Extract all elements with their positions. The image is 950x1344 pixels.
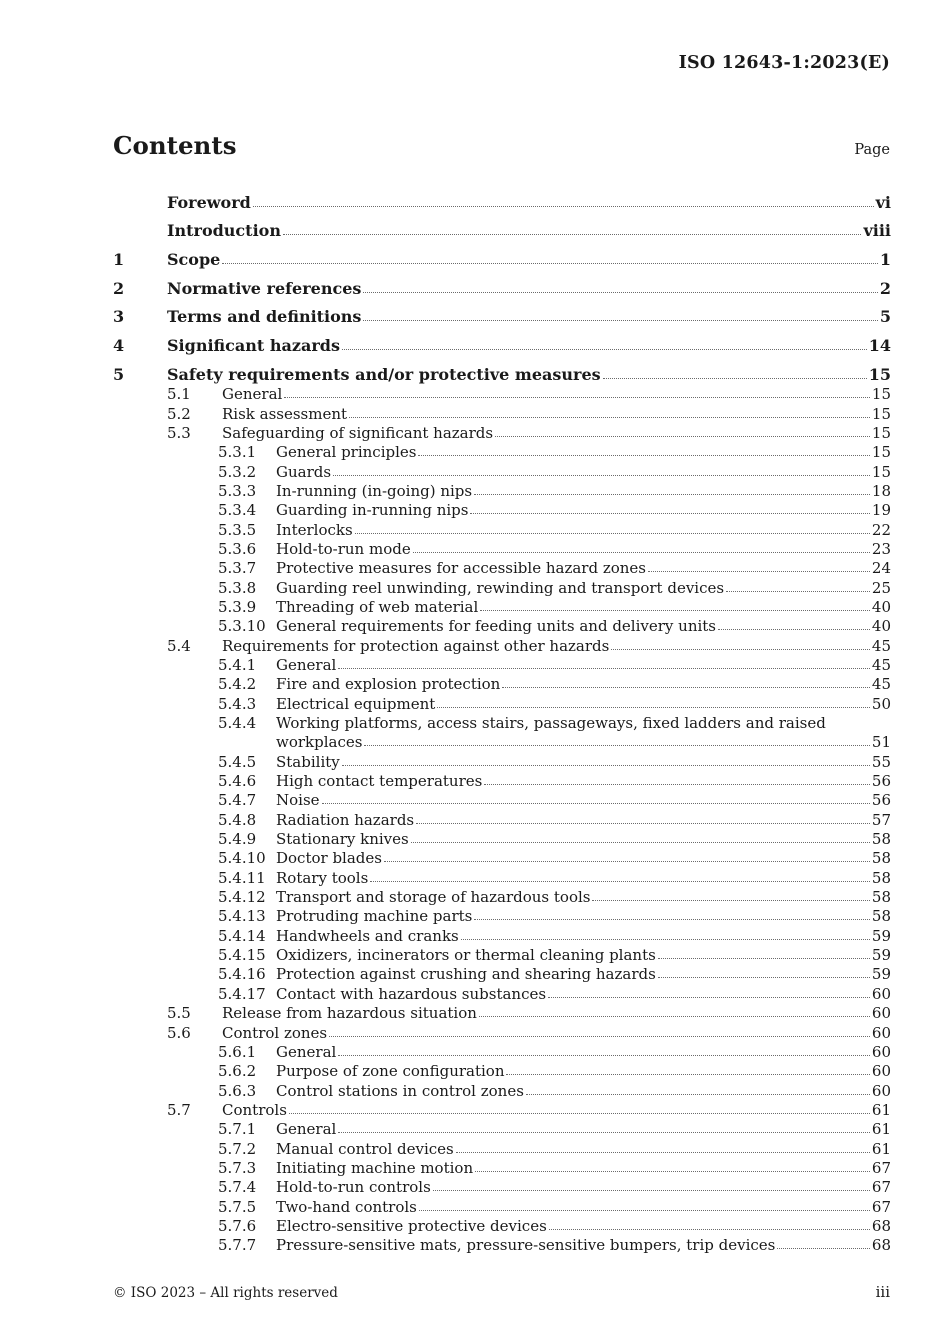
toc-entry-number: 5.3.4	[218, 501, 257, 520]
dot-leader	[284, 397, 870, 398]
toc-entry-page: 22	[871, 520, 891, 539]
toc-entry[interactable]	[113, 326, 891, 355]
dot-leader	[329, 1036, 870, 1037]
toc-entry-page: 60	[871, 1081, 891, 1100]
dot-leader	[480, 610, 870, 611]
toc-entry-page: 68	[871, 1236, 891, 1255]
toc-entry-number: 5.3.1	[218, 443, 257, 462]
toc-entry-title: Normative references	[167, 278, 362, 298]
toc-entry[interactable]	[113, 558, 891, 577]
page-column-label: Page	[854, 142, 890, 158]
toc-entry-number: 5.7.2	[218, 1139, 257, 1158]
dot-leader	[502, 687, 870, 688]
toc-entry-title: Radiation hazards	[276, 810, 415, 829]
toc-entry-title: Stationary knives	[276, 830, 409, 849]
dot-leader	[484, 784, 870, 785]
toc-entry-page: 24	[871, 559, 891, 578]
dot-leader	[592, 900, 869, 901]
toc-entry[interactable]	[113, 539, 891, 558]
toc-entry-title: Pressure-sensitive mats, pressure-sensitive bumpers, trip devices	[276, 1236, 776, 1255]
toc-entry-page: 58	[871, 849, 891, 868]
toc-entry[interactable]	[113, 655, 891, 674]
toc-entry-number: 5.3.9	[218, 597, 257, 616]
toc-entry[interactable]	[113, 829, 891, 848]
toc-entry-number: 5.4.10	[218, 849, 266, 868]
dot-leader	[461, 939, 870, 940]
toc-entry[interactable]	[113, 1196, 891, 1215]
toc-entry-number: 5.4	[167, 636, 191, 655]
toc-entry-page: 61	[871, 1100, 891, 1119]
toc-entry[interactable]	[113, 771, 891, 790]
toc-entry-title: Manual control devices	[276, 1139, 454, 1158]
dot-leader	[338, 668, 870, 669]
toc-entry-page: 67	[871, 1178, 891, 1197]
toc-entry-number: 5.6.3	[218, 1081, 257, 1100]
toc-entry[interactable]	[113, 1216, 891, 1235]
toc-entry-number: 5.4.14	[218, 926, 266, 945]
toc-entry-title: Hold-to-run controls	[276, 1178, 431, 1197]
toc-entry-page: 45	[871, 636, 891, 655]
toc-entry-page: 55	[871, 752, 891, 771]
toc-entry-number: 5.5	[167, 1004, 191, 1023]
toc-entry-page: 50	[871, 694, 891, 713]
toc-entry-title: Doctor blades	[276, 849, 382, 868]
toc-entry-page: 60	[871, 1042, 891, 1061]
toc-entry[interactable]	[113, 635, 891, 654]
toc-entry-number: 2	[113, 278, 125, 298]
dot-leader	[289, 1113, 870, 1114]
toc-entry-title: Safety requirements and/or protective measures	[167, 364, 601, 384]
toc-entry-title: General	[276, 1042, 337, 1061]
toc-entry-number: 5.4.3	[218, 694, 257, 713]
toc-entry-title: Safeguarding of significant hazards	[222, 423, 494, 442]
toc-entry-page: 15	[871, 462, 891, 481]
toc-entry[interactable]	[113, 269, 891, 298]
dot-leader	[433, 1190, 870, 1191]
toc-entry-title: Risk assessment	[222, 404, 348, 423]
dot-leader	[474, 919, 870, 920]
toc-entry-number: 4	[113, 336, 125, 356]
toc-entry-number: 5	[113, 364, 125, 384]
toc-entry-page: 59	[871, 926, 891, 945]
dot-leader	[777, 1248, 870, 1249]
toc-entry-page: 19	[871, 501, 891, 520]
toc-entry-page: 45	[871, 655, 891, 674]
toc-entry-title: Threading of web material	[276, 597, 479, 616]
toc-entry-number: 5.4.5	[218, 752, 257, 771]
dot-leader	[338, 1132, 870, 1133]
toc-entry-title: Guards	[276, 462, 332, 481]
dot-leader	[437, 707, 870, 708]
dot-leader	[726, 591, 870, 592]
toc-entry-title: Introduction	[167, 221, 281, 241]
dot-leader	[338, 1055, 870, 1056]
toc-entry-page: 51	[871, 733, 891, 752]
dot-leader	[416, 823, 870, 824]
toc-entry-page: 1	[879, 250, 891, 270]
toc-entry-title: Guarding in-running nips	[276, 501, 469, 520]
toc-entry-page: 15	[871, 423, 891, 442]
dot-leader	[283, 234, 862, 235]
toc-entry[interactable]	[113, 1042, 891, 1061]
dot-leader	[363, 320, 877, 321]
toc-entry-number: 5.4.15	[218, 946, 266, 965]
toc-entry[interactable]	[113, 616, 891, 635]
toc-entry-page: 58	[871, 888, 891, 907]
toc-entry-page: 61	[871, 1120, 891, 1139]
dot-leader	[456, 1152, 870, 1153]
dot-leader	[222, 263, 878, 264]
toc-entry-number: 5.1	[167, 385, 191, 404]
toc-entry-number: 5.3.7	[218, 559, 257, 578]
toc-entry-page: viii	[863, 221, 891, 241]
toc-entry-number: 5.4.13	[218, 907, 266, 926]
toc-entry-title: High contact temperatures	[276, 772, 483, 791]
toc-entry-number: 5.4.1	[218, 655, 257, 674]
toc-entry-title: Foreword	[167, 192, 251, 212]
toc-entry-title: Release from hazardous situation	[222, 1004, 477, 1023]
toc-entry-page: 25	[871, 578, 891, 597]
toc-entry[interactable]	[113, 1100, 891, 1119]
toc-entry-title: General	[276, 655, 337, 674]
toc-entry-page: 23	[871, 539, 891, 558]
dot-leader	[413, 552, 870, 553]
toc-entry-number: 5.6.1	[218, 1042, 257, 1061]
toc-entry[interactable]	[113, 1061, 891, 1080]
toc-entry-number: 5.7.3	[218, 1158, 257, 1177]
toc-entry-number: 5.4.7	[218, 791, 257, 810]
toc-entry-title: Handwheels and cranks	[276, 926, 459, 945]
document-id: ISO 12643-1:2023(E)	[678, 53, 890, 73]
toc-entry-title: Two-hand controls	[276, 1197, 417, 1216]
toc-entry-title: General requirements for feeding units and delivery units	[276, 617, 717, 636]
toc-entry[interactable]	[113, 1158, 891, 1177]
toc-entry-title: General	[222, 385, 283, 404]
dot-leader	[549, 1229, 870, 1230]
toc-entry-title: Stability	[276, 752, 340, 771]
toc-entry-title: Control zones	[222, 1023, 328, 1042]
toc-entry[interactable]	[113, 693, 891, 712]
toc-entry-number: 5.4.2	[218, 675, 257, 694]
toc-entry-number: 5.3.2	[218, 462, 257, 481]
toc-entry-page: 60	[871, 1062, 891, 1081]
toc-entry-number: 3	[113, 307, 125, 327]
toc-entry-page: 40	[871, 597, 891, 616]
dot-leader	[342, 765, 870, 766]
toc-entry[interactable]	[113, 212, 891, 241]
toc-entry-page: 14	[868, 336, 891, 356]
toc-entry[interactable]	[113, 240, 891, 269]
toc-entry-title: Protruding machine parts	[276, 907, 473, 926]
toc-entry[interactable]	[113, 1177, 891, 1196]
toc-entry[interactable]	[113, 867, 891, 886]
toc-entry[interactable]	[113, 1080, 891, 1099]
toc-entry[interactable]	[113, 906, 891, 925]
toc-entry-number: 5.3.3	[218, 481, 257, 500]
toc-entry-number: 5.4.17	[218, 984, 266, 1003]
toc-entry-page: vi	[875, 192, 891, 212]
toc-entry-page: 18	[871, 481, 891, 500]
toc-entry[interactable]	[113, 809, 891, 828]
toc-entry[interactable]	[113, 925, 891, 944]
toc-entry[interactable]	[113, 674, 891, 693]
toc-entry[interactable]	[113, 423, 891, 442]
toc-entry-number: 5.7.7	[218, 1236, 257, 1255]
dot-leader	[253, 206, 874, 207]
toc-entry-title: General	[276, 1120, 337, 1139]
toc-entry[interactable]	[113, 298, 891, 327]
dot-leader	[474, 494, 870, 495]
dot-leader	[658, 977, 870, 978]
dot-leader	[506, 1074, 869, 1075]
toc-entry-title-continuation: workplaces	[276, 733, 363, 752]
toc-entry-title: Noise	[276, 791, 320, 810]
dot-leader	[349, 417, 870, 418]
toc-entry[interactable]	[113, 964, 891, 983]
toc-entry-title: Terms and definitions	[167, 307, 362, 327]
toc-entry-title: Initiating machine motion	[276, 1158, 474, 1177]
dot-leader	[548, 997, 870, 998]
toc-entry-title: Electro-sensitive protective devices	[276, 1216, 547, 1235]
toc-entry-title: Transport and storage of hazardous tools	[276, 888, 591, 907]
dot-leader	[419, 1210, 870, 1211]
toc-entry-title: Scope	[167, 250, 221, 270]
toc-entry-title: Interlocks	[276, 520, 353, 539]
toc-entry-number: 5.4.12	[218, 888, 266, 907]
dot-leader	[648, 571, 870, 572]
dot-leader	[418, 455, 869, 456]
toc-entry[interactable]	[113, 577, 891, 596]
toc-entry[interactable]	[113, 1022, 891, 1041]
dot-leader	[470, 513, 869, 514]
toc-entry-page: 15	[868, 364, 891, 384]
dot-leader	[479, 1016, 870, 1017]
toc-entry[interactable]	[113, 403, 891, 422]
toc-entry-title: Protective measures for accessible hazard zones	[276, 559, 646, 578]
toc-entry[interactable]	[113, 887, 891, 906]
toc-entry[interactable]	[113, 983, 891, 1002]
toc-entry-title: Electrical equipment	[276, 694, 436, 713]
toc-entry[interactable]	[113, 384, 891, 403]
toc-entry-number: 5.7.6	[218, 1216, 257, 1235]
toc-entry-number: 5.4.6	[218, 772, 257, 791]
toc-entry-title: Purpose of zone configuration	[276, 1062, 505, 1081]
page-number: iii	[875, 1283, 890, 1301]
dot-leader	[658, 958, 870, 959]
toc-entry[interactable]	[113, 519, 891, 538]
toc-entry-title: Requirements for protection against other hazards	[222, 636, 610, 655]
toc-entry-title: In-running (in-going) nips	[276, 481, 473, 500]
toc-entry[interactable]	[113, 790, 891, 809]
toc-entry-page: 57	[871, 810, 891, 829]
toc-entry-page: 15	[871, 385, 891, 404]
table-of-contents	[113, 183, 891, 1254]
toc-entry-title: Rotary tools	[276, 868, 369, 887]
dot-leader	[384, 861, 870, 862]
toc-entry-number: 5.7.1	[218, 1120, 257, 1139]
toc-entry-number: 5.3.8	[218, 578, 257, 597]
toc-entry-page: 60	[871, 1023, 891, 1042]
toc-entry[interactable]	[113, 597, 891, 616]
toc-entry-title: Control stations in control zones	[276, 1081, 524, 1100]
toc-entry-title: Working platforms, access stairs, passageways, fixed ladders and raised	[276, 714, 826, 732]
toc-entry[interactable]	[113, 848, 891, 867]
toc-entry[interactable]	[113, 1119, 891, 1138]
dot-leader	[603, 378, 867, 379]
toc-entry-title: Hold-to-run mode	[276, 539, 411, 558]
toc-entry-page: 61	[871, 1139, 891, 1158]
toc-entry[interactable]	[113, 1235, 891, 1254]
copyright-notice: © ISO 2023 – All rights reserved	[113, 1285, 338, 1301]
toc-entry-page: 40	[871, 617, 891, 636]
toc-entry[interactable]	[113, 1003, 891, 1022]
toc-entry-page: 59	[871, 946, 891, 965]
toc-entry-number: 5.3.5	[218, 520, 257, 539]
toc-entry-page: 68	[871, 1216, 891, 1235]
toc-entry-number: 5.6.2	[218, 1062, 257, 1081]
toc-entry[interactable]	[113, 355, 891, 384]
dot-leader	[342, 349, 867, 350]
toc-entry-page: 67	[871, 1158, 891, 1177]
toc-entry-page: 60	[871, 984, 891, 1003]
dot-leader	[526, 1094, 870, 1095]
toc-entry-number: 5.3	[167, 423, 191, 442]
toc-entry-page: 58	[871, 907, 891, 926]
dot-leader	[718, 629, 870, 630]
toc-entry-page: 2	[879, 278, 891, 298]
toc-entry[interactable]	[113, 713, 891, 732]
toc-entry-number: 5.4.16	[218, 965, 266, 984]
toc-entry[interactable]	[113, 945, 891, 964]
toc-entry-page: 59	[871, 965, 891, 984]
toc-entry-page: 5	[879, 307, 891, 327]
toc-entry-title: Protection against crushing and shearing hazards	[276, 965, 656, 984]
dot-leader	[322, 803, 870, 804]
toc-entry-title: General principles	[276, 443, 417, 462]
toc-entry-number: 5.4.8	[218, 810, 257, 829]
toc-entry-page: 15	[871, 443, 891, 462]
toc-entry-number: 5.4.11	[218, 868, 266, 887]
toc-entry[interactable]	[113, 442, 891, 461]
toc-entry-title: Oxidizers, incinerators or thermal cleaning plants	[276, 946, 656, 965]
toc-entry-title: Fire and explosion protection	[276, 675, 501, 694]
toc-entry-number: 5.6	[167, 1023, 191, 1042]
toc-entry-page: 56	[871, 791, 891, 810]
toc-entry[interactable]	[113, 461, 891, 480]
toc-entry-number: 5.7	[167, 1100, 191, 1119]
toc-entry-page: 58	[871, 868, 891, 887]
dot-leader	[495, 436, 870, 437]
toc-entry-title: Contact with hazardous substances	[276, 984, 547, 1003]
toc-entry[interactable]	[113, 183, 891, 212]
toc-entry-page: 56	[871, 772, 891, 791]
dot-leader	[364, 745, 869, 746]
toc-entry-page: 60	[871, 1004, 891, 1023]
toc-entry-page: 15	[871, 404, 891, 423]
dot-leader	[333, 475, 870, 476]
toc-entry-page: 58	[871, 830, 891, 849]
dot-leader	[475, 1171, 870, 1172]
toc-entry-page: 67	[871, 1197, 891, 1216]
toc-entry-number: 5.3.6	[218, 539, 257, 558]
toc-entry[interactable]	[113, 500, 891, 519]
toc-entry-page: 45	[871, 675, 891, 694]
toc-entry-number: 5.7.4	[218, 1178, 257, 1197]
dot-leader	[355, 533, 870, 534]
toc-entry-title: Controls	[222, 1100, 287, 1119]
toc-entry[interactable]	[113, 751, 891, 770]
toc-entry[interactable]	[113, 1138, 891, 1157]
toc-entry-title: Guarding reel unwinding, rewinding and transport devices	[276, 578, 725, 597]
toc-entry-continuation[interactable]	[113, 732, 891, 751]
toc-entry-title: Significant hazards	[167, 336, 340, 356]
toc-entry[interactable]	[113, 481, 891, 500]
toc-entry-number: 1	[113, 250, 125, 270]
toc-entry-number: 5.3.10	[218, 617, 266, 636]
toc-entry-number: 5.4.4	[218, 714, 257, 732]
toc-entry-number: 5.2	[167, 404, 191, 423]
contents-title: Contents	[113, 131, 237, 160]
dot-leader	[363, 292, 877, 293]
dot-leader	[370, 881, 870, 882]
toc-entry-number: 5.4.9	[218, 830, 257, 849]
dot-leader	[611, 649, 870, 650]
toc-entry-number: 5.7.5	[218, 1197, 257, 1216]
dot-leader	[411, 842, 870, 843]
